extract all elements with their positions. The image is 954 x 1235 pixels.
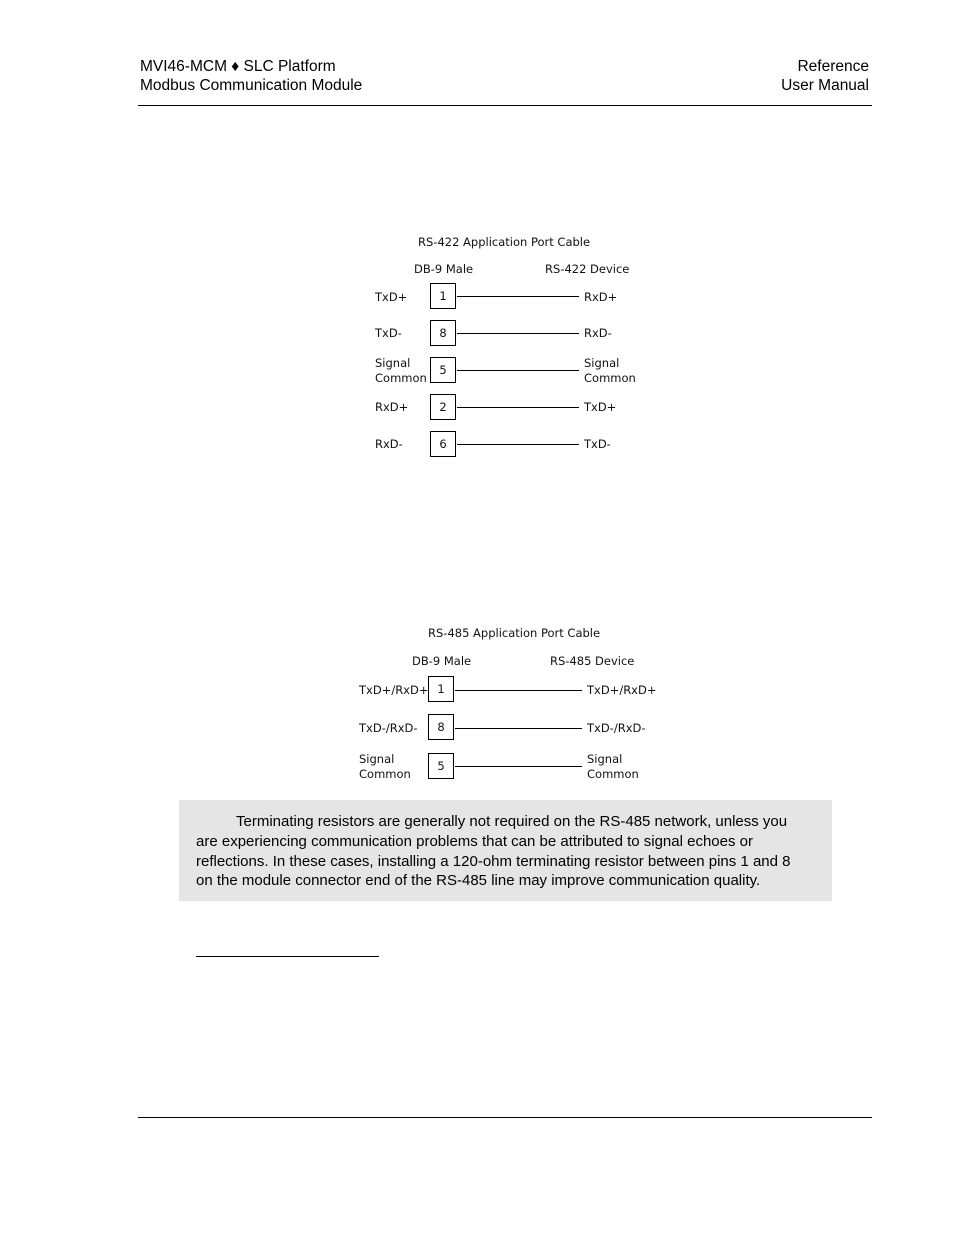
rs485-pin: 1 <box>428 676 454 702</box>
rs485-right-signal: TxD-/RxD- <box>587 721 646 735</box>
rs422-left-signal: RxD- <box>375 437 403 451</box>
product-title: MVI46-MCM ♦ SLC Platform <box>140 58 336 75</box>
section-title: Reference <box>797 58 869 75</box>
rs422-left-signal: TxD- <box>375 326 402 340</box>
rs422-left-signal-line1: Signal <box>375 356 411 370</box>
rs422-right-signal-line2: Common <box>584 371 636 385</box>
rs422-left-signal: RxD+ <box>375 400 409 414</box>
rs485-left-signal: TxD-/RxD- <box>359 721 418 735</box>
rs422-pin: 8 <box>430 320 456 346</box>
rs422-wire <box>457 407 579 408</box>
rs422-pin: 1 <box>430 283 456 309</box>
footer-rule <box>138 1117 872 1118</box>
rs422-pin: 2 <box>430 394 456 420</box>
rs485-right-signal-line2: Common <box>587 767 639 781</box>
product-subtitle: Modbus Communication Module <box>140 77 363 94</box>
rs485-left-header: DB-9 Male <box>412 654 472 668</box>
rs485-title: RS-485 Application Port Cable <box>428 626 601 640</box>
rs422-title: RS-422 Application Port Cable <box>418 235 591 249</box>
rs485-wire <box>455 690 582 691</box>
rs485-right-signal: TxD+/RxD+ <box>587 683 657 697</box>
rs485-wire <box>455 766 582 767</box>
rs485-pin: 5 <box>428 753 454 779</box>
rs422-left-header: DB-9 Male <box>414 262 474 276</box>
document-type: User Manual <box>781 77 869 94</box>
rs422-wire <box>457 444 579 445</box>
rs422-right-signal-line1: Signal <box>584 356 620 370</box>
rs422-wire <box>457 370 579 371</box>
rs422-wire <box>457 296 579 297</box>
rs485-pin: 8 <box>428 714 454 740</box>
rs422-right-signal: RxD+ <box>584 290 618 304</box>
rs485-right-signal-line1: Signal <box>587 752 623 766</box>
rs485-right-header: RS-485 Device <box>550 654 635 668</box>
termination-note: Terminating resistors are generally not required on the RS-485 network, unless you are experiencing communication problems that can be attributed to signal echoes or reflections. In these cases, installing a 120-ohm terminating resistor between pins 1 and 8 on the module connector end of the RS-485 line may improve communication quality. <box>179 800 832 901</box>
rs485-wire <box>455 728 582 729</box>
page-header-left <box>140 57 362 95</box>
rs422-pin: 6 <box>430 431 456 457</box>
rs485-left-signal-line2: Common <box>359 767 411 781</box>
rs422-right-signal: TxD+ <box>584 400 617 414</box>
page-header-right <box>781 57 869 95</box>
rs422-left-signal-line2: Common <box>375 371 427 385</box>
rs422-right-signal: RxD- <box>584 326 612 340</box>
rs485-left-signal: TxD+/RxD+ <box>359 683 429 697</box>
rs422-right-signal: TxD- <box>584 437 611 451</box>
footnote-separator <box>196 956 379 957</box>
rs485-left-signal-line1: Signal <box>359 752 395 766</box>
rs422-left-signal: TxD+ <box>375 290 408 304</box>
header-rule <box>138 105 872 106</box>
rs422-pin: 5 <box>430 357 456 383</box>
rs422-right-header: RS-422 Device <box>545 262 630 276</box>
rs422-wire <box>457 333 579 334</box>
